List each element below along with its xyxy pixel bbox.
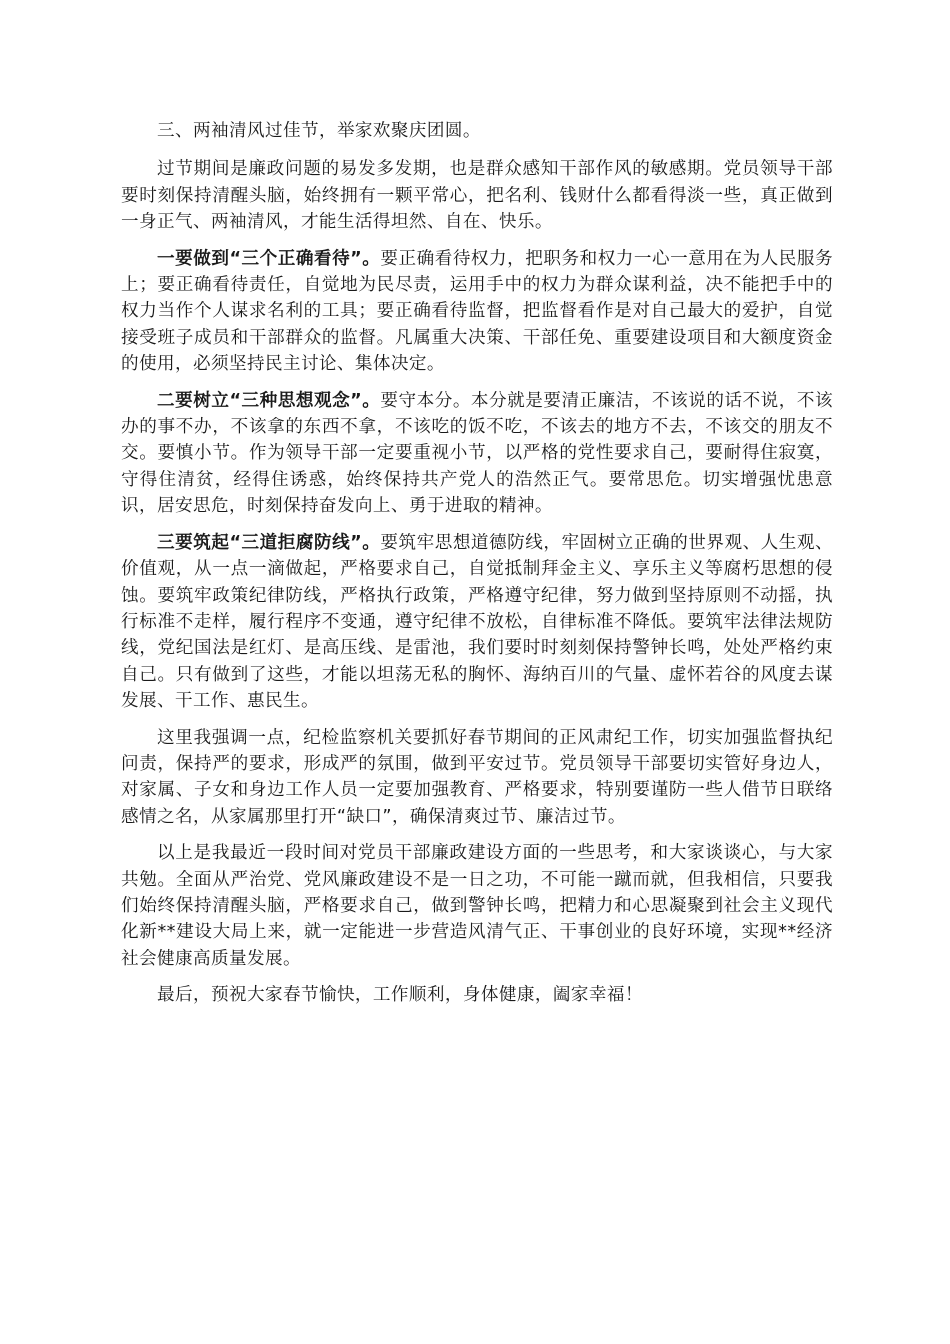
paragraph-point-one bbox=[121, 246, 833, 378]
document-page bbox=[121, 118, 833, 1019]
paragraph-emphasis bbox=[121, 725, 833, 831]
section-heading bbox=[121, 118, 833, 144]
paragraph-text: 以上是我最近一段时间对党员干部廉政建设方面的一些思考，和大家谈谈心，与大家共勉。全面从严治党、党风廉政建设不是一日之功，不可能一蹴而就，但我相信，只要我们始终保持清醒头脑，严格要求自己，做到警钟长鸣，把精力和心思凝聚到社会主义现代化新**建设大局上来，就一定能进一步营造风清气正、干事创业的良好环境，实现**经济社会健康高质量发展。 bbox=[121, 843, 833, 969]
paragraph-text: 要守本分。本分就是要清正廉洁，不该说的话不说，不该办的事不办，不该拿的东西不拿，不该吃的饭不吃，不该去的地方不去，不该交的朋友不交。要慎小节。作为领导干部一定要重视小节，以严格的党性要求自己，要耐得住寂寞，守得住清贫，经得住诱惑，始终保持共产党人的浩然正气。要常思危。切实增强忧患意识，居安思危，时刻保持奋发向上、勇于进取的精神。 bbox=[121, 390, 833, 517]
paragraph-intro bbox=[121, 156, 833, 235]
paragraph-text: 这里我强调一点，纪检监察机关要抓好春节期间的正风肃纪工作，切实加强监督执纪问责，保持严的要求，形成严的氛围，做到平安过节。党员领导干部要切实管好身边人，对家属、子女和身边工作人员一定要加强教育、严格要求，特别要谨防一些人借节日联络感情之名，从家属那里打开“缺口”，确保清爽过节、廉洁过节。 bbox=[121, 727, 833, 827]
paragraph-lead: 二要树立“三种思想观念”。 bbox=[157, 390, 381, 411]
section-heading-text: 三、两袖清风过佳节，举家欢聚庆团圆。 bbox=[157, 121, 481, 141]
paragraph-point-three bbox=[121, 530, 833, 715]
paragraph-closing bbox=[121, 982, 833, 1008]
paragraph-text: 过节期间是廉政问题的易发多发期，也是群众感知干部作风的敏感期。党员领导干部要时刻保持清醒头脑，始终拥有一颗平常心，把名利、钱财什么都看得淡一些，真正做到一身正气、两袖清风，才能生活得坦然、自在、快乐。 bbox=[121, 159, 833, 233]
paragraph-text: 最后，预祝大家春节愉快，工作顺利，身体健康，阖家幸福！ bbox=[157, 985, 643, 1006]
paragraph-point-two bbox=[121, 388, 833, 520]
paragraph-lead: 三要筑起“三道拒腐防线”。 bbox=[157, 532, 381, 553]
paragraph-text: 要筑牢思想道德防线，牢固树立正确的世界观、人生观、价值观，从一点一滴做起，严格要求自己，自觉抵制拜金主义、享乐主义等腐朽思想的侵蚀。要筑牢政策纪律防线，严格执行政策，严格遵守纪律，努力做到坚持原则不动摇，执行标准不走样，履行程序不变通，遵守纪律不放松，自律标准不降低。要筑牢法律法规防线，党纪国法是红灯、是高压线、是雷池，我们要时时刻刻保持警钟长鸣，处处严格约束自己。只有做到了这些，才能以坦荡无私的胸怀、海纳百川的气量、虚怀若谷的风度去谋发展、干工作、惠民生。 bbox=[121, 532, 833, 712]
paragraph-summary bbox=[121, 840, 833, 972]
paragraph-lead: 一要做到“三个正确看待”。 bbox=[157, 248, 381, 269]
paragraph-text: 要正确看待权力，把职务和权力一心一意用在为人民服务上；要正确看待责任，自觉地为民尽责，运用手中的权力为群众谋利益，决不能把手中的权力当作个人谋求名利的工具；要正确看待监督，把监督看作是对自己最大的爱护，自觉接受班子成员和干部群众的监督。凡属重大决策、干部任免、重要建设项目和大额度资金的使用，必须坚持民主讨论、集体决定。 bbox=[121, 248, 833, 375]
